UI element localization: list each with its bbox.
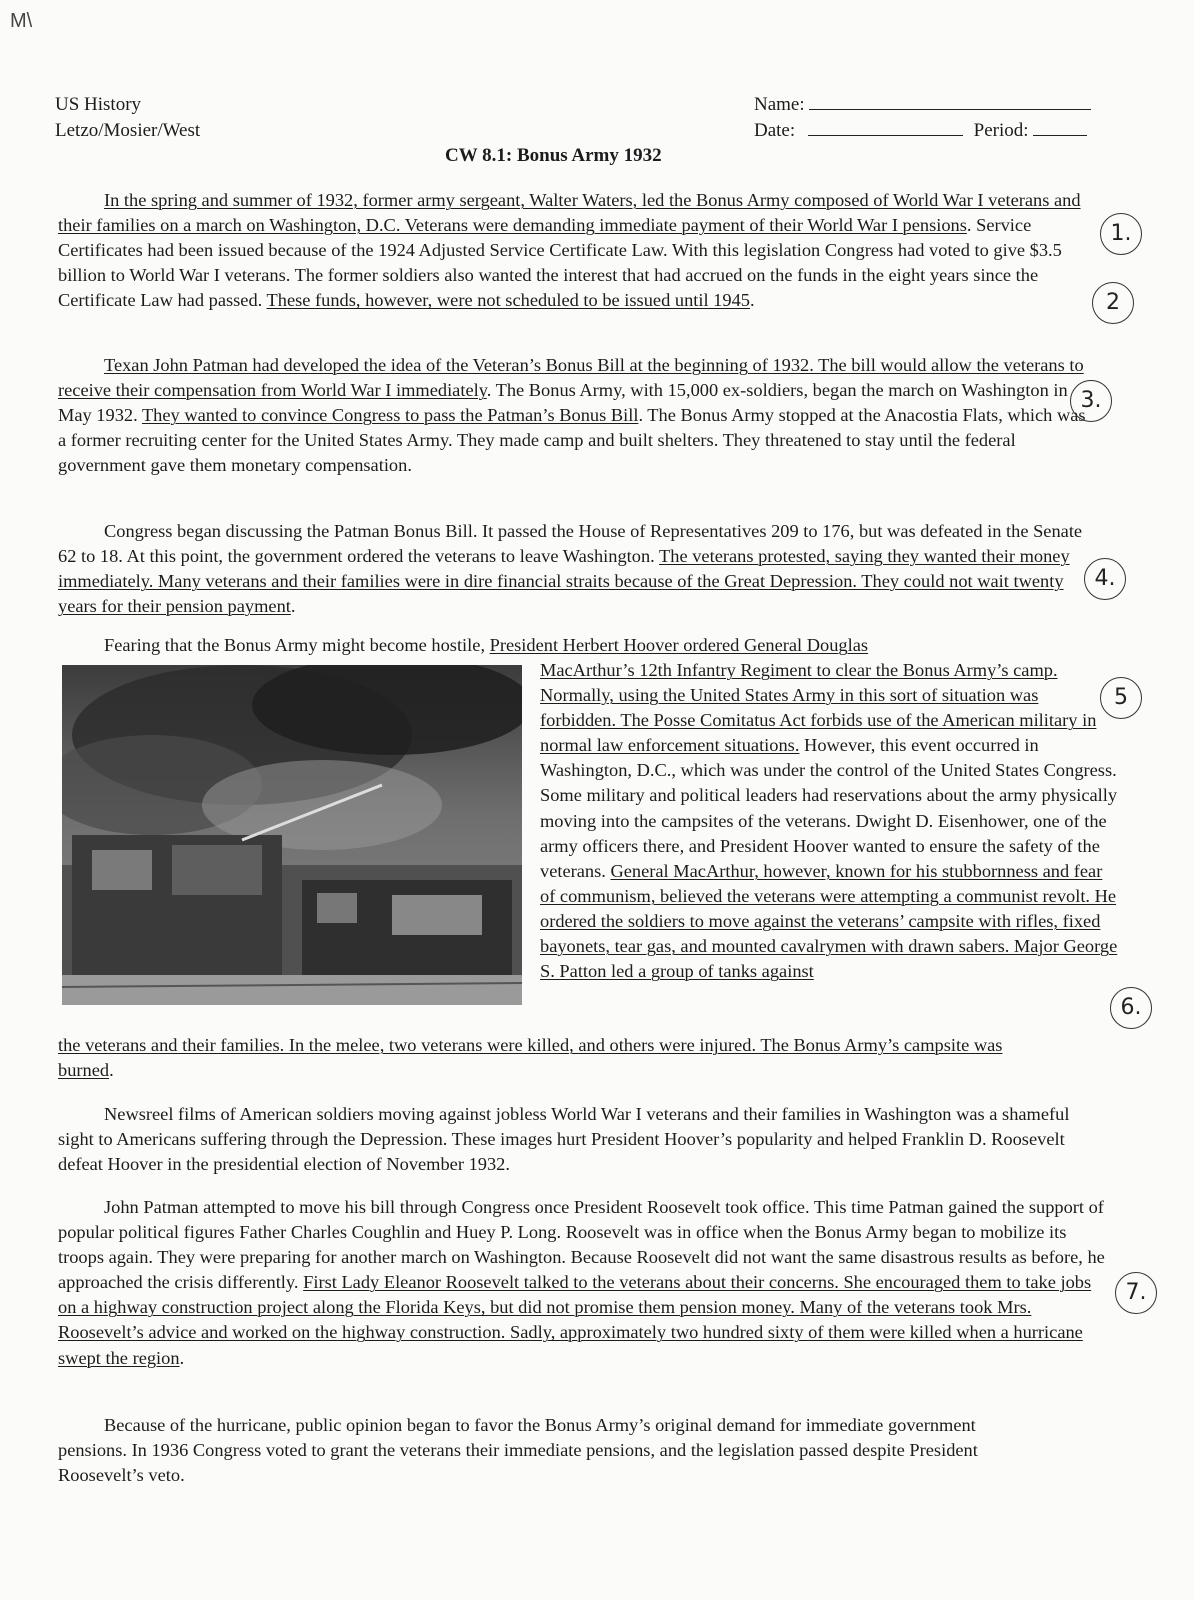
p7-text: Because of the hurricane, public opinion began to favor the Bonus Army’s original demand for immediate government pensions. In 1936 Congress voted to grant the veterans their immediate pensions, and the legislation passed despite President Roosevelt’s veto. bbox=[58, 1415, 978, 1486]
paragraph-4-column bbox=[540, 658, 1118, 984]
p4-underlined-1: President Herbert Hoover ordered General Douglas bbox=[489, 635, 869, 655]
paragraph-5 bbox=[58, 1102, 1108, 1177]
margin-number-7: 7. bbox=[1115, 1272, 1157, 1314]
p1-text-1: . Service Certificates had been issued because of the 1924 Adjusted Service Certificate Law. With this legislation Congress had voted to give $3.5 billion to World War I veterans. The former soldiers also wanted the interest that had accrued on the funds in the eight years since the Certificate Law had passed. bbox=[58, 215, 1062, 311]
p4-text-2: However, this event occurred in Washington, D.C., which was under the control of the United States Congress. Some military and political leaders had reservations about the army physically moving into the campsites of the veterans. Dwight D. Eisenhower, one of the army officers there, and President Hoover wanted to ensure the safety of the veterans. bbox=[540, 735, 1118, 881]
date-blank bbox=[808, 119, 963, 136]
p4-text-1: Fearing that the Bonus Army might become hostile, bbox=[104, 635, 490, 655]
p2-underlined-1: Texan John Patman had developed the idea of the Veteran’s Bonus Bill at the beginning of 1932. The bill would allow the veterans to receive their compensation from World War I immediately bbox=[58, 355, 1084, 401]
paragraph-3 bbox=[58, 519, 1103, 619]
name-blank bbox=[809, 93, 1091, 110]
p4-underlined-2: MacArthur’s 12th Infantry Regiment to clear the Bonus Army’s camp. Normally, using the United States Army in this sort of situation was forbidden. The Posse Comitatus Act forbids use of the American military in normal law enforcement situations. bbox=[540, 660, 1097, 756]
p4-underlined-3: General MacArthur, however, known for his stubbornness and fear of communism, believed the veterans were attempting a communist revolt. He ordered the soldiers to move against the veterans’ campsite with rifles, fixed bayonets, tear gas, and mounted cavalrymen with drawn sabers. Major George S. Patton led a group of tanks against bbox=[540, 860, 1118, 982]
p2-text-2: . The Bonus Army stopped at the Anacostia Flats, which was a former recruiting center for the United States Army. They made camp and built shelters. They threatened to stay until the federal government gave them monetary compensation. bbox=[58, 405, 1086, 476]
name-line bbox=[754, 92, 1114, 118]
p4-text-3: . bbox=[109, 1060, 114, 1081]
p1-text-2: . bbox=[749, 290, 755, 311]
bonus-army-camp-photo bbox=[62, 665, 522, 1005]
date-label: Date: bbox=[754, 120, 796, 141]
p2-text-1: . The Bonus Army, with 15,000 ex-soldiers, began the march on Washington in May 1932. bbox=[58, 380, 1068, 426]
p3-underlined-1: The veterans protested, saying they wanted their money immediately. Many veterans and their families were in dire financial straits because of the Great Depression. They could not wait twenty years for their pension payment bbox=[58, 546, 1070, 617]
p5-text: Newsreel films of American soldiers moving against jobless World War I veterans and their families in Washington was a shameful sight to Americans suffering through the Depression. These images hurt President Hoover’s popularity and helped Franklin D. Roosevelt defeat Hoover in the presidential election of November 1932. bbox=[58, 1104, 1070, 1175]
p1-underlined-2: These funds, however, were not scheduled to be issued until 1945 bbox=[266, 290, 750, 311]
margin-number-2: 2 bbox=[1092, 282, 1134, 324]
date-period-line bbox=[754, 118, 1114, 144]
p2-underlined-2: They wanted to convince Congress to pass the Patman’s Bonus Bill bbox=[141, 405, 639, 426]
handwritten-corner-mark: M\ bbox=[10, 10, 33, 32]
paragraph-4-tail bbox=[58, 1033, 1058, 1083]
margin-number-5: 5 bbox=[1100, 677, 1142, 719]
course-header bbox=[55, 92, 200, 144]
margin-number-3: 3. bbox=[1070, 380, 1112, 422]
teacher-names: Letzo/Mosier/West bbox=[55, 120, 201, 141]
p1-underlined-1: In the spring and summer of 1932, former army sergeant, Walter Waters, led the Bonus Army composed of World War I veterans and their families on a march on Washington, D.C. Veterans were demanding immediate payment of their World War I pensions bbox=[58, 190, 1081, 236]
p6-text-1: John Patman attempted to move his bill through Congress once President Roosevelt took office. This time Patman gained the support of popular political figures Father Charles Coughlin and Huey P. Long. Roosevelt was in office when the Bonus Army began to mobilize its troops again. They were preparing for another march on Washington. Because Roosevelt did not want the same disastrous results as before, he approached the crisis differently. bbox=[58, 1197, 1105, 1293]
student-info-block bbox=[754, 92, 1114, 144]
paragraph-1 bbox=[58, 188, 1108, 313]
page-title: CW 8.1: Bonus Army 1932 bbox=[445, 145, 662, 166]
margin-number-6: 6. bbox=[1110, 987, 1152, 1029]
paragraph-2 bbox=[58, 353, 1098, 478]
period-blank bbox=[1033, 119, 1087, 136]
margin-number-4: 4. bbox=[1084, 558, 1126, 600]
p6-underlined-1: First Lady Eleanor Roosevelt talked to the veterans about their concerns. She encouraged them to take jobs on a highway construction project along the Florida Keys, but did not promise them pension money. Many of the veterans took Mrs. Roosevelt’s advice and worked on the highway construction. Sadly, approximately two hundred sixty of them were killed when a hurricane swept the region bbox=[58, 1272, 1092, 1368]
paragraph-7 bbox=[58, 1413, 1018, 1488]
period-label: Period: bbox=[973, 120, 1029, 141]
paragraph-6 bbox=[58, 1195, 1113, 1371]
p4-underlined-4: the veterans and their families. In the melee, two veterans were killed, and others were injured. The Bonus Army’s campsite was burned bbox=[58, 1035, 1003, 1081]
paragraph-4-lead bbox=[58, 633, 1138, 658]
name-label: Name: bbox=[754, 94, 805, 115]
p3-text-1: Congress began discussing the Patman Bonus Bill. It passed the House of Representatives 209 to 176, but was defeated in the Senate 62 to 18. At this point, the government ordered the veterans to leave Washington. bbox=[58, 521, 1083, 567]
course-name: US History bbox=[55, 94, 142, 115]
margin-number-1: 1. bbox=[1100, 213, 1142, 255]
p6-text-2: . bbox=[179, 1347, 185, 1368]
p3-text-2: . bbox=[290, 596, 296, 617]
